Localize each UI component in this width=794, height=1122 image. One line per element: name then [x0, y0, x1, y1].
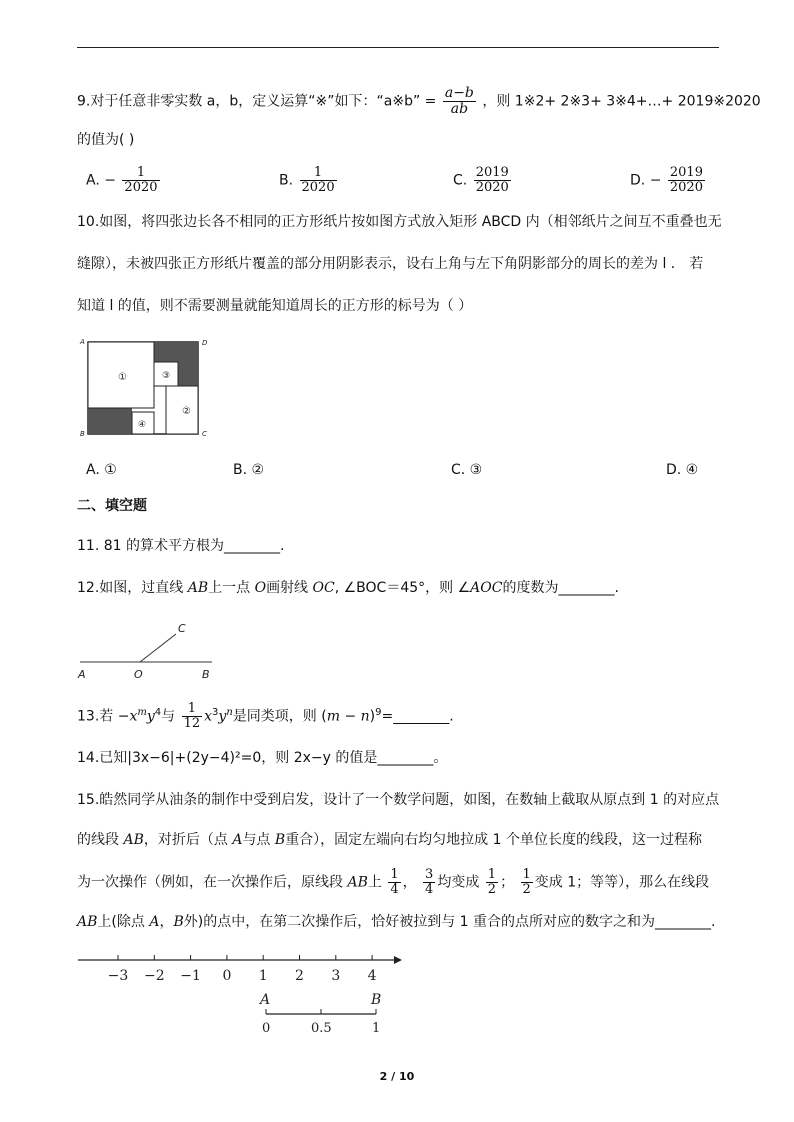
q10-line3: 知道 l 的值，则不需要测量就能知道周长的正方形的标号为（ ）: [77, 298, 473, 314]
q12-text: 12.如图，过直线 AB上一点 O画射线 OC, ∠BOC＝45°，则 ∠AOC的度数为________.: [77, 580, 619, 596]
label-c: C: [202, 430, 207, 438]
axis-tick-label: 2: [295, 968, 304, 984]
page-number: 2 / 10: [379, 1070, 415, 1083]
seg-tick-label-05: 0.5: [311, 1021, 332, 1036]
q9-option-c[interactable]: C. $\frac{2019}{2020}$: [453, 165, 509, 195]
q13-text: 13.若 $-x^my^4$与 $\frac{1}{12}$ $x^3y^n$是同类项，则 $(m - n)^9=\_\_\_\_\_\_\_\_$.: [77, 701, 454, 731]
q9-option-d[interactable]: D. − $\frac{2019}{2020}$: [630, 165, 703, 195]
q10-option-a[interactable]: A. ①: [86, 462, 117, 478]
q14-text: 14.已知|3x−6|+(2y−4)²=0，则 2x−y 的值是________。: [77, 750, 448, 766]
label-s1: ①: [118, 372, 127, 383]
q10-figure: [78, 336, 218, 440]
ray-oc: [140, 634, 176, 662]
label-c: C: [178, 622, 186, 635]
axis-tick-label: 0: [222, 968, 232, 984]
section-title: 二、填空题: [77, 498, 147, 514]
q10-line2: 缝隙），未被四张正方形纸片覆盖的部分用阴影表示，设右上角与左下角阴影部分的周长的差为 l ． 若: [77, 256, 704, 272]
seg-label-a: A: [260, 992, 271, 1008]
q9-option-a[interactable]: A. − $\frac{1}{2020}$: [86, 165, 158, 195]
q15-figure: [76, 948, 416, 1044]
seg-tick-label-0: 0: [262, 1021, 271, 1036]
q10-option-b[interactable]: B. ②: [233, 462, 265, 478]
header-rule: [77, 47, 719, 48]
axis-tick-label: 1: [258, 968, 268, 984]
label-s3: ③: [162, 371, 171, 381]
label-s2: ②: [182, 406, 191, 417]
q15-line3: 为一次操作（例如，在一次操作后，原线段 AB上 $\frac{1}{4}$ ， $\frac{3}{4}$ 均变成 $\frac{1}{2}$ ； $\frac{1}{2}$ 变成 1；等等），那么在线段: [77, 867, 710, 897]
label-a: A: [80, 338, 85, 346]
axis-tick-label: −3: [107, 968, 129, 984]
q11-text: 11. 81 的算术平方根为________.: [77, 538, 285, 554]
label-a: A: [78, 668, 86, 680]
label-b: B: [80, 430, 85, 438]
label-o: O: [134, 668, 143, 680]
shade-bottom-left: [88, 408, 132, 434]
q9-line1: 9.对于任意非零实数 a，b，定义运算“※”如下：“a※b” = $\frac{a-b}{ab}$ ，则 1※2+ 2※3+ 3※4+…+ 2019※2020: [77, 85, 761, 117]
label-d: D: [202, 339, 208, 347]
q9-line2: 的值为( ): [77, 132, 135, 148]
axis-tick-label: 3: [331, 968, 341, 984]
arrow-icon: [394, 956, 402, 964]
seg-tick-label-1: 1: [372, 1021, 381, 1036]
q10-option-c[interactable]: C. ③: [451, 462, 483, 478]
seg-label-b: B: [371, 992, 382, 1008]
q10-line1: 10.如图，将四张边长各不相同的正方形纸片按如图方式放入矩形 ABCD 内（相邻纸片之间互不重叠也无: [77, 214, 722, 230]
q9-option-b[interactable]: B. $\frac{1}{2020}$: [279, 165, 335, 195]
q15-line2: 的线段 AB，对折后（点 A与点 B重合），固定左端向右均匀地拉成 1 个单位长度的线段，这一过程称: [77, 832, 702, 848]
q12-figure: [76, 618, 216, 680]
axis-tick-label: −2: [143, 968, 165, 984]
label-s4: ④: [138, 420, 147, 430]
q15-line4: AB上(除点 A，B外)的点中，在第二次操作后，恰好被拉到与 1 重合的点所对应的数字之和为________.: [77, 914, 716, 930]
axis-tick-label: 4: [367, 968, 377, 984]
q15-line1: 15.皓然同学从油条的制作中受到启发，设计了一个数学问题，如图，在数轴上截取从原点到 1 的对应点: [77, 792, 720, 808]
axis-tick-label: −1: [180, 968, 201, 984]
q9-fraction: $\frac{a-b}{ab}$: [444, 85, 474, 117]
label-b: B: [202, 668, 210, 680]
q10-option-d[interactable]: D. ④: [666, 462, 699, 478]
